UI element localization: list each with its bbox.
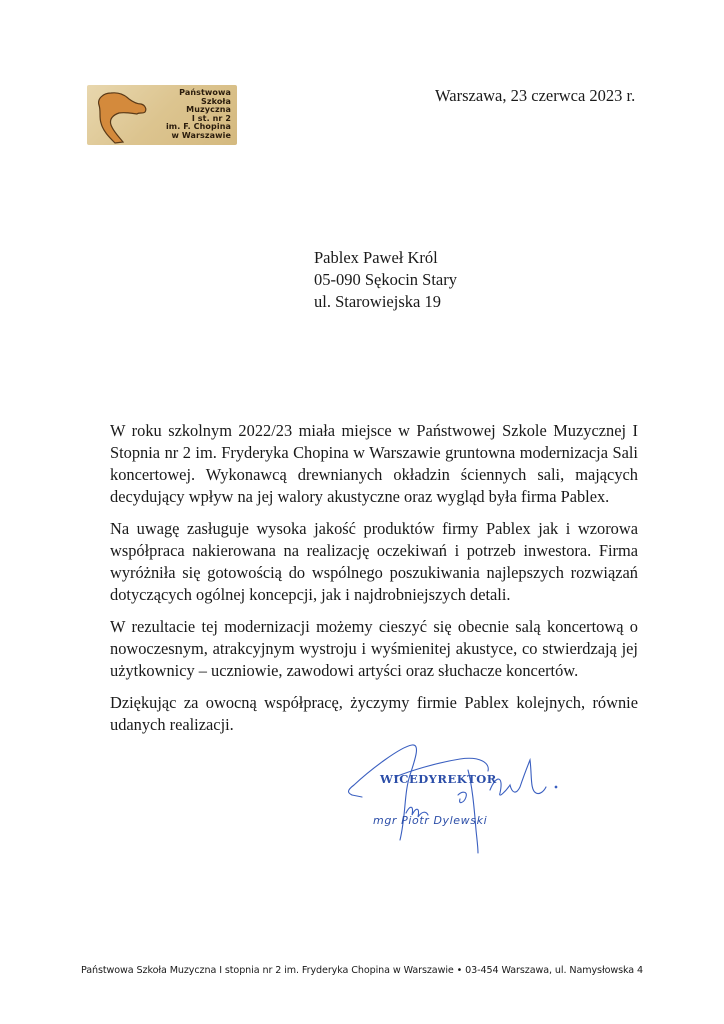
page-footer: Państwowa Szkoła Muzyczna I stopnia nr 2 im. Fryderyka Chopina w Warszawie • 03-454 Warszawa, ul. Namysłowska 4 (80, 965, 644, 976)
recipient-line: 05-090 Sękocin Stary (314, 270, 457, 289)
signature-name: mgr Piotr Dylewski (373, 814, 488, 827)
recipient-address (314, 247, 457, 313)
letter-date: Warszawa, 23 czerwca 2023 r. (435, 86, 636, 105)
recipient-line: Pablex Paweł Król (314, 248, 438, 267)
body-paragraph: W rezultacie tej modernizacji możemy cieszyć się obecnie salą koncertową o nowoczesnym, atrakcyjnym wystroju i wyśmienitej akustyce, co stwierdzają jej użytkownicy – uczniowie, zawodowi artyści oraz słuchacze koncertów. (110, 617, 638, 680)
school-logo (87, 85, 237, 145)
signature-block (340, 735, 580, 860)
body-paragraph: Dziękując za owocną współpracę, życzymy firmie Pablex kolejnych, równie udanych realizacji. (110, 693, 638, 734)
piano-silhouette-icon (89, 87, 169, 145)
logo-text (166, 89, 231, 141)
body-paragraph: Na uwagę zasługuje wysoka jakość produktów firmy Pablex jak i wzorowa współpraca nakierowana na realizację oczekiwań i potrzeb inwestora. Firma wyróżniła się gotowością do wspólnego poszukiwania najlepszych rozwiązań dotyczących ogólnej koncepcji, jak i najdrobniejszych detali. (110, 519, 638, 604)
logo-line: Szkoła (201, 96, 231, 106)
signature-title: WICEDYREKTOR (380, 772, 497, 786)
logo-line: Państwowa (179, 88, 231, 97)
logo-line: w Warszawie (171, 130, 231, 140)
body-paragraph: W roku szkolnym 2022/23 miała miejsce w Państwowej Szkole Muzycznej I Stopnia nr 2 im. Fryderyka Chopina w Warszawie gruntowna modernizacja Sali koncertowej. Wykonawcą drewnianych okładzin ściennych sali, mających decydujący wpływ na jej walory akustyczne oraz wygląd była firma Pablex. (110, 421, 638, 506)
logo-line: I st. nr 2 (191, 113, 231, 123)
logo-line: Muzyczna (186, 105, 231, 115)
recipient-line: ul. Starowiejska 19 (314, 292, 441, 311)
handwritten-signature-icon (340, 735, 580, 860)
logo-line: im. F. Chopina (165, 122, 231, 132)
letter-body (110, 420, 638, 736)
